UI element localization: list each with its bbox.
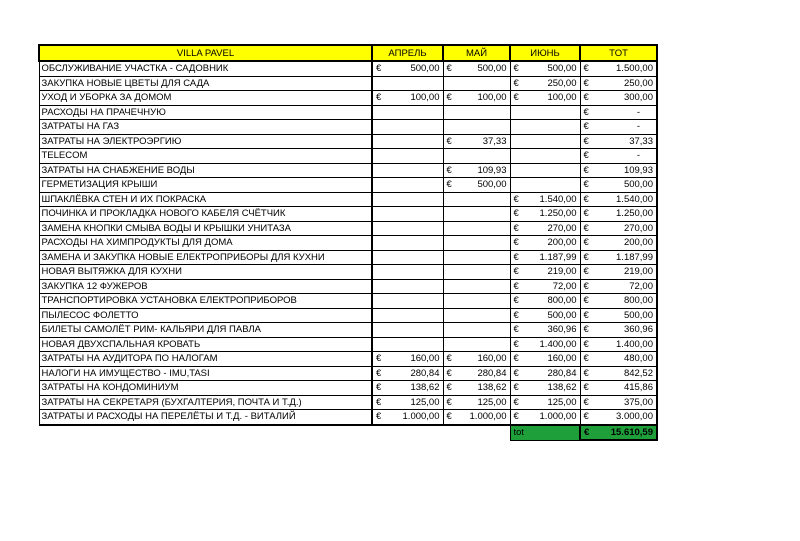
table-row: [39, 134, 657, 149]
currency-symbol: €: [513, 222, 519, 234]
cell-june: [510, 207, 580, 222]
currency-symbol: €: [583, 396, 589, 408]
row-label: ЗАМЕНА И ЗАКУПКА НОВЫЕ ЕЛЕКТРОПРИБОРЫ ДЛЯ КУХНИ: [39, 250, 372, 265]
row-label: ТРАНСПОРТИРОВКА УСТАНОВКА ЕЛЕКТРОПРИБОРОВ: [39, 294, 372, 309]
cell-april: [372, 61, 443, 76]
table-row: [39, 366, 657, 381]
amount-total: 37,33: [629, 135, 653, 147]
currency-symbol: €: [583, 237, 589, 248]
amount-total: 1.400,00: [616, 338, 653, 350]
currency-symbol: €: [513, 295, 519, 306]
cell-total: [580, 178, 657, 193]
currency-symbol: €: [513, 396, 519, 408]
cell-june: [510, 250, 580, 265]
cell-june: [510, 120, 580, 135]
amount-total: 1.500,00: [616, 63, 653, 75]
amount-total: 415,86: [623, 382, 653, 394]
cell-april: [372, 395, 443, 410]
cell-total: [580, 279, 657, 294]
currency-symbol: €: [376, 63, 382, 74]
cell-june: [510, 105, 580, 120]
cell-total: [580, 163, 657, 178]
cell-april: [372, 178, 443, 193]
cell-may: [443, 395, 510, 410]
row-label: ЗАТРАТЫ НА СЕКРЕТАРЯ (БУХГАЛТЕРИЯ, ПОЧТА И Т.Д.): [39, 395, 372, 410]
currency-symbol: €: [583, 164, 589, 176]
table-row: [39, 294, 657, 309]
amount-total: 800,00: [623, 295, 653, 307]
cell-april: [372, 120, 443, 135]
row-label: ОБСЛУЖИВАНИЕ УЧАСТКА - САДОВНИК: [39, 61, 372, 76]
amount-total: 200,00: [623, 237, 653, 249]
cell-april: [372, 352, 443, 367]
header-title: VILLA PAVEL: [39, 45, 372, 61]
amount-june: 250,00: [547, 77, 577, 89]
table-row: [39, 207, 657, 222]
table-row: [39, 221, 657, 236]
cell-april: [372, 308, 443, 323]
currency-symbol: €: [446, 396, 452, 408]
currency-symbol: €: [583, 411, 589, 422]
amount-april: 500,00: [410, 63, 440, 75]
cell-june: [510, 236, 580, 251]
cell-total: [580, 221, 657, 236]
cell-june: [510, 323, 580, 338]
amount-april: 100,00: [410, 92, 440, 104]
currency-symbol: €: [583, 309, 589, 321]
table-row: [39, 192, 657, 207]
currency-symbol: €: [446, 164, 452, 176]
currency-symbol: €: [583, 106, 589, 118]
currency-symbol: €: [513, 251, 519, 263]
cell-may: [443, 105, 510, 120]
cell-total: [580, 410, 657, 425]
cell-total: [580, 61, 657, 76]
amount-total: -: [636, 150, 640, 162]
currency-symbol: €: [583, 295, 589, 306]
amount-may: 37,33: [482, 135, 507, 147]
table-row: [39, 265, 657, 280]
currency-symbol: €: [513, 309, 519, 321]
amount-total: 250,00: [623, 77, 653, 89]
amount-may: 280,84: [477, 367, 507, 379]
currency-symbol: €: [446, 353, 452, 364]
table-row: [39, 337, 657, 352]
amount-may: 138,62: [477, 382, 507, 394]
cell-may: [443, 76, 510, 91]
currency-symbol: €: [583, 353, 589, 364]
amount-total: 219,00: [623, 266, 653, 278]
amount-total: 109,93: [623, 164, 653, 176]
amount-total: 360,96: [623, 324, 653, 336]
cell-june: [510, 192, 580, 207]
amount-total: 500,00: [623, 179, 653, 191]
cell-june: [510, 366, 580, 381]
cell-total: [580, 337, 657, 352]
amount-april: 1.000,00: [402, 411, 440, 423]
cell-april: [372, 250, 443, 265]
cell-april: [372, 105, 443, 120]
currency-symbol: €: [583, 121, 589, 132]
row-label: ЗАТРАТЫ НА КОНДОМИНИУМ: [39, 381, 372, 396]
row-label: УХОД И УБОРКА ЗА ДОМОМ: [39, 91, 372, 106]
amount-june: 1.250,00: [539, 208, 577, 220]
currency-symbol: €: [446, 63, 452, 74]
row-label: НАЛОГИ НА ИМУЩЕСТВО - IMU,TASI: [39, 366, 372, 381]
cell-april: [372, 207, 443, 222]
cell-april: [372, 294, 443, 309]
header-row: [39, 45, 657, 61]
amount-total: 270,00: [623, 222, 653, 234]
table-row: [39, 323, 657, 338]
currency-symbol: €: [583, 193, 589, 205]
table-row: [39, 105, 657, 120]
currency-symbol: €: [583, 382, 589, 393]
row-label: ЗАМЕНА КНОПКИ СМЫВА ВОДЫ И КРЫШКИ УНИТАЗА: [39, 221, 372, 236]
currency-symbol: €: [513, 193, 519, 205]
cell-may: [443, 178, 510, 193]
amount-june: 800,00: [547, 295, 577, 307]
row-label: БИЛЕТЫ САМОЛЁТ РИМ- КАЛЬЯРИ ДЛЯ ПАВЛА: [39, 323, 372, 338]
cell-april: [372, 381, 443, 396]
row-label: НОВАЯ ВЫТЯЖКА ДЛЯ КУХНИ: [39, 265, 372, 280]
cell-may: [443, 323, 510, 338]
cell-april: [372, 192, 443, 207]
cell-may: [443, 163, 510, 178]
row-label: РАСХОДЫ НА ПРАЧЕЧНУЮ: [39, 105, 372, 120]
cell-total: [580, 192, 657, 207]
cell-total: [580, 76, 657, 91]
cell-total: [580, 250, 657, 265]
cell-may: [443, 207, 510, 222]
table-row: [39, 178, 657, 193]
cell-june: [510, 294, 580, 309]
amount-june: 1.000,00: [539, 411, 577, 423]
currency-symbol: €: [513, 266, 519, 277]
cell-may: [443, 410, 510, 425]
amount-total: 72,00: [629, 280, 653, 292]
header-april: АПРЕЛЬ: [372, 45, 443, 61]
cell-june: [510, 337, 580, 352]
cell-april: [372, 134, 443, 149]
currency-symbol: €: [583, 92, 589, 103]
amount-june: 72,00: [552, 280, 577, 292]
currency-symbol: €: [583, 324, 589, 335]
row-label: ГЕРМЕТИЗАЦИЯ КРЫШИ: [39, 178, 372, 193]
grand-total-value: 15.610,59: [610, 426, 653, 438]
currency-symbol: €: [376, 411, 382, 422]
amount-june: 200,00: [547, 237, 577, 249]
header-total: TOT: [580, 45, 657, 61]
currency-symbol: €: [513, 237, 519, 248]
row-label: ПОЧИНКА И ПРОКЛАДКА НОВОГО КАБЕЛЯ СЧЁТЧИК: [39, 207, 372, 222]
currency-symbol: €: [376, 92, 382, 103]
currency-symbol: €: [583, 280, 589, 292]
table-row: [39, 163, 657, 178]
cell-april: [372, 410, 443, 425]
amount-may: 160,00: [477, 353, 507, 365]
amount-june: 138,62: [547, 382, 577, 394]
currency-symbol: €: [513, 411, 519, 422]
currency-symbol: €: [513, 77, 519, 89]
row-label: ПЫЛЕСОС ФОЛЕТТО: [39, 308, 372, 323]
amount-total: -: [636, 106, 640, 118]
row-label: ЗАКУПКА 12 ФУЖЕРОВ: [39, 279, 372, 294]
row-label: TELECOM: [39, 149, 372, 164]
currency-symbol: €: [513, 338, 519, 350]
cell-june: [510, 163, 580, 178]
cell-june: [510, 221, 580, 236]
cell-total: [580, 366, 657, 381]
cell-april: [372, 163, 443, 178]
cell-total: [580, 207, 657, 222]
currency-symbol: €: [583, 266, 589, 277]
cell-june: [510, 91, 580, 106]
row-label: ЗАТРАТЫ НА ГАЗ: [39, 120, 372, 135]
cell-june: [510, 134, 580, 149]
currency-symbol: €: [446, 179, 452, 190]
table-row: [39, 308, 657, 323]
table-row: [39, 76, 657, 91]
row-label: ЗАТРАТЫ НА АУДИТОРА ПО НАЛОГАМ: [39, 352, 372, 367]
currency-symbol: €: [583, 77, 589, 89]
currency-symbol: €: [513, 63, 519, 74]
expense-table: [38, 44, 658, 441]
amount-april: 138,62: [410, 382, 440, 394]
cell-april: [372, 91, 443, 106]
cell-may: [443, 279, 510, 294]
cell-may: [443, 236, 510, 251]
currency-symbol: €: [583, 367, 589, 379]
cell-may: [443, 120, 510, 135]
expense-rows: [39, 61, 657, 425]
cell-total: [580, 381, 657, 396]
currency-symbol: €: [376, 367, 382, 379]
cell-june: [510, 381, 580, 396]
amount-may: 125,00: [477, 396, 507, 408]
currency-symbol: €: [446, 367, 452, 379]
amount-june: 1.187,99: [539, 251, 577, 263]
cell-may: [443, 149, 510, 164]
row-label: ШПАКЛЁВКА СТЕН И ИХ ПОКРАСКА: [39, 192, 372, 207]
currency-symbol: €: [513, 353, 519, 364]
currency-symbol: €: [513, 208, 519, 219]
cell-june: [510, 265, 580, 280]
cell-total: [580, 105, 657, 120]
currency-symbol: €: [584, 426, 590, 438]
currency-symbol: €: [583, 135, 589, 147]
amount-may: 500,00: [477, 179, 507, 191]
cell-may: [443, 221, 510, 236]
currency-symbol: €: [513, 92, 519, 103]
cell-june: [510, 410, 580, 425]
amount-june: 125,00: [547, 396, 577, 408]
amount-total: 3.000,00: [616, 411, 653, 423]
amount-total: 375,00: [623, 396, 653, 408]
table-row: [39, 395, 657, 410]
currency-symbol: €: [376, 382, 382, 393]
cell-june: [510, 76, 580, 91]
amount-total: 842,52: [623, 367, 653, 379]
cell-april: [372, 265, 443, 280]
currency-symbol: €: [446, 382, 452, 393]
currency-symbol: €: [446, 411, 452, 422]
table-row: [39, 120, 657, 135]
cell-june: [510, 178, 580, 193]
amount-june: 270,00: [547, 222, 577, 234]
cell-april: [372, 366, 443, 381]
cell-april: [372, 221, 443, 236]
total-label: tot: [510, 425, 580, 441]
cell-total: [580, 265, 657, 280]
cell-total: [580, 323, 657, 338]
cell-total: [580, 236, 657, 251]
cell-april: [372, 323, 443, 338]
amount-april: 125,00: [410, 396, 440, 408]
row-label: РАСХОДЫ НА ХИМПРОДУКТЫ ДЛЯ ДОМА: [39, 236, 372, 251]
currency-symbol: €: [583, 338, 589, 350]
cell-june: [510, 149, 580, 164]
currency-symbol: €: [376, 353, 382, 364]
currency-symbol: €: [513, 382, 519, 393]
row-label: ЗАТРАТЫ НА СНАБЖЕНИЕ ВОДЫ: [39, 163, 372, 178]
grand-total: [580, 425, 657, 441]
currency-symbol: €: [583, 208, 589, 219]
amount-total: 1.540,00: [616, 193, 653, 205]
currency-symbol: €: [583, 63, 589, 74]
cell-total: [580, 352, 657, 367]
table-row: [39, 91, 657, 106]
cell-may: [443, 352, 510, 367]
cell-total: [580, 395, 657, 410]
table-row: [39, 250, 657, 265]
cell-may: [443, 250, 510, 265]
row-label: ЗАКУПКА НОВЫЕ ЦВЕТЫ ДЛЯ САДА: [39, 76, 372, 91]
currency-symbol: €: [583, 251, 589, 263]
amount-april: 160,00: [410, 353, 440, 365]
cell-may: [443, 366, 510, 381]
cell-may: [443, 134, 510, 149]
currency-symbol: €: [446, 92, 452, 103]
amount-june: 500,00: [547, 309, 577, 321]
table-row: [39, 279, 657, 294]
amount-total: 500,00: [623, 309, 653, 321]
cell-may: [443, 265, 510, 280]
amount-june: 1.540,00: [539, 193, 577, 205]
table-row: [39, 236, 657, 251]
cell-total: [580, 120, 657, 135]
cell-may: [443, 91, 510, 106]
cell-june: [510, 279, 580, 294]
cell-april: [372, 149, 443, 164]
table-row: [39, 61, 657, 76]
cell-may: [443, 61, 510, 76]
cell-may: [443, 308, 510, 323]
amount-june: 160,00: [547, 353, 577, 365]
amount-total: 480,00: [623, 353, 653, 365]
cell-june: [510, 308, 580, 323]
currency-symbol: €: [583, 150, 589, 161]
currency-symbol: €: [376, 396, 382, 408]
cell-may: [443, 381, 510, 396]
cell-may: [443, 192, 510, 207]
cell-april: [372, 76, 443, 91]
cell-total: [580, 134, 657, 149]
amount-may: 500,00: [477, 63, 507, 75]
amount-total: 1.187,99: [616, 251, 653, 263]
amount-may: 1.000,00: [469, 411, 507, 423]
currency-symbol: €: [513, 367, 519, 379]
amount-june: 360,96: [547, 324, 577, 336]
currency-symbol: €: [513, 324, 519, 335]
cell-june: [510, 352, 580, 367]
cell-may: [443, 294, 510, 309]
cell-april: [372, 337, 443, 352]
amount-april: 280,84: [410, 367, 440, 379]
row-label: ЗАТРАТЫ НА ЭЛЕКТРОЭРГИЮ: [39, 134, 372, 149]
amount-total: 1.250,00: [616, 208, 653, 220]
cell-total: [580, 294, 657, 309]
header-may: МАЙ: [443, 45, 510, 61]
table-row: [39, 149, 657, 164]
amount-june: 219,00: [547, 266, 577, 278]
amount-total: 300,00: [623, 92, 653, 104]
cell-june: [510, 61, 580, 76]
cell-may: [443, 337, 510, 352]
table-row: [39, 410, 657, 425]
amount-may: 109,93: [477, 164, 507, 176]
amount-may: 100,00: [477, 92, 507, 104]
cell-april: [372, 236, 443, 251]
cell-total: [580, 308, 657, 323]
currency-symbol: €: [446, 135, 452, 147]
table-row: [39, 352, 657, 367]
amount-june: 500,00: [547, 63, 577, 75]
amount-june: 280,84: [547, 367, 577, 379]
currency-symbol: €: [513, 280, 519, 292]
header-june: ИЮНЬ: [510, 45, 580, 61]
amount-total: -: [636, 121, 640, 133]
amount-june: 100,00: [547, 92, 577, 104]
amount-june: 1.400,00: [539, 338, 577, 350]
cell-total: [580, 149, 657, 164]
currency-symbol: €: [583, 222, 589, 234]
row-label: ЗАТРАТЫ И РАСХОДЫ НА ПЕРЕЛЁТЫ И Т.Д. - ВИТАЛИЙ: [39, 410, 372, 425]
currency-symbol: €: [583, 179, 589, 190]
cell-april: [372, 279, 443, 294]
footer-row: [39, 425, 657, 441]
cell-june: [510, 395, 580, 410]
table-row: [39, 381, 657, 396]
row-label: НОВАЯ ДВУХСПАЛЬНАЯ КРОВАТЬ: [39, 337, 372, 352]
cell-total: [580, 91, 657, 106]
